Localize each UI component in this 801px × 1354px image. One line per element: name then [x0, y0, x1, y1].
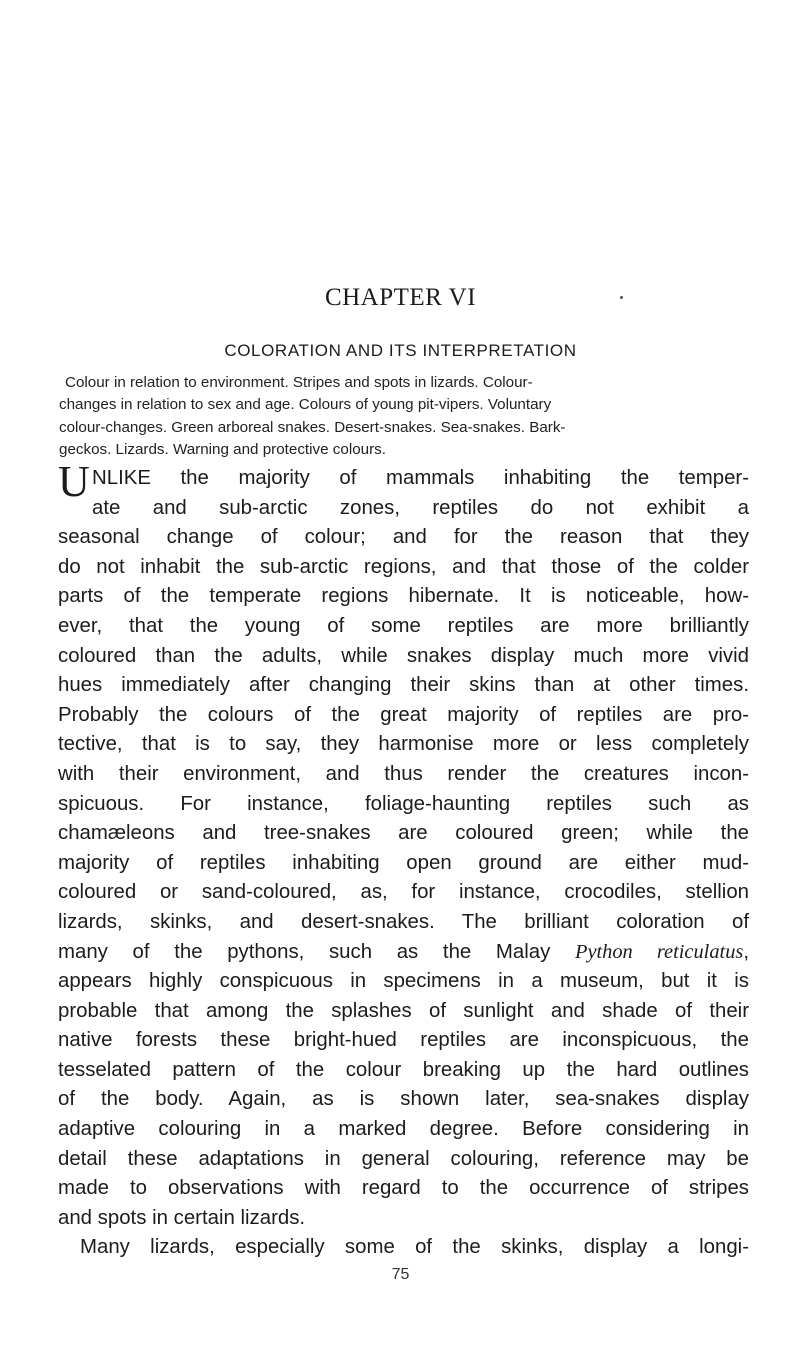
- body-line: Probably the colours of the great majority of reptiles are pro-: [58, 703, 749, 726]
- print-speck: [620, 296, 623, 299]
- body-line: adaptive colouring in a marked degree. Before considering in: [58, 1118, 749, 1141]
- body-line: hues immediately after changing their skins than at other times.: [58, 674, 749, 697]
- body-line: native forests these bright-hued reptiles are inconspicuous, the: [58, 1029, 749, 1052]
- body-line: ever, that the young of some reptiles are more brilliantly: [58, 614, 749, 637]
- body-line: majority of reptiles inhabiting open ground are either mud-: [58, 851, 749, 874]
- synopsis-line: colour-changes. Green arboreal snakes. Desert-snakes. Sea-snakes. Bark-: [59, 418, 566, 436]
- body-paragraph: [58, 464, 749, 1263]
- body-line: spicuous. For instance, foliage-haunting reptiles such as: [58, 792, 749, 815]
- synopsis-line: Colour in relation to environment. Stripes and spots in lizards. Colour-: [65, 374, 533, 391]
- body-line: appears highly conspicuous in specimens in a museum, but it is: [58, 970, 749, 993]
- body-line: ate and sub-arctic zones, reptiles do not exhibit a: [92, 496, 749, 519]
- body-line: probable that among the splashes of sunlight and shade of their: [58, 999, 749, 1022]
- chapter-subtitle: COLORATION AND ITS INTERPRETATION: [224, 341, 577, 360]
- next-paragraph-line: Many lizards, especially some of the skinks, display a longi-: [80, 1236, 749, 1259]
- synopsis-line: changes in relation to sex and age. Colours of young pit-vipers. Voluntary: [59, 396, 552, 414]
- body-line: of the body. Again, as is shown later, sea-snakes display: [58, 1088, 749, 1111]
- body-line: coloured or sand-coloured, as, for instance, crocodiles, stellion: [58, 881, 749, 904]
- body-line: tective, that is to say, they harmonise more or less completely: [58, 733, 749, 756]
- species-name-italic: Python reticulatus: [575, 940, 744, 963]
- body-line: parts of the temperate regions hibernate. It is noticeable, how-: [58, 585, 749, 608]
- body-line: detail these adaptations in general colouring, reference may be: [58, 1147, 749, 1170]
- body-line: tesselated pattern of the colour breaking up the hard outlines: [58, 1058, 749, 1081]
- synopsis-line: geckos. Lizards. Warning and protective colours.: [59, 440, 386, 458]
- chapter-synopsis: [59, 372, 749, 461]
- drop-cap: U: [58, 457, 90, 506]
- python-line-after: ,: [743, 940, 749, 963]
- body-line: lizards, skinks, and desert-snakes. The brilliant coloration of: [58, 910, 749, 933]
- body-line: NLIKE the majority of mammals inhabiting the temper-: [92, 467, 749, 489]
- body-line-python: [58, 938, 749, 968]
- body-line: made to observations with regard to the occurrence of stripes: [58, 1177, 749, 1200]
- chapter-title: CHAPTER VI: [324, 284, 477, 311]
- body-line: do not inhabit the sub-arctic regions, and that those of the colder: [58, 555, 749, 578]
- body-line: chamæleons and tree-snakes are coloured green; while the: [58, 822, 749, 845]
- body-line: with their environment, and thus render the creatures incon-: [58, 762, 749, 785]
- python-line-before: many of the pythons, such as the Malay: [58, 940, 575, 963]
- body-line: seasonal change of colour; and for the reason that they: [58, 526, 749, 549]
- body-line-last: and spots in certain lizards.: [58, 1206, 306, 1229]
- body-line: coloured than the adults, while snakes display much more vivid: [58, 644, 749, 667]
- page-number: 75: [391, 1266, 410, 1283]
